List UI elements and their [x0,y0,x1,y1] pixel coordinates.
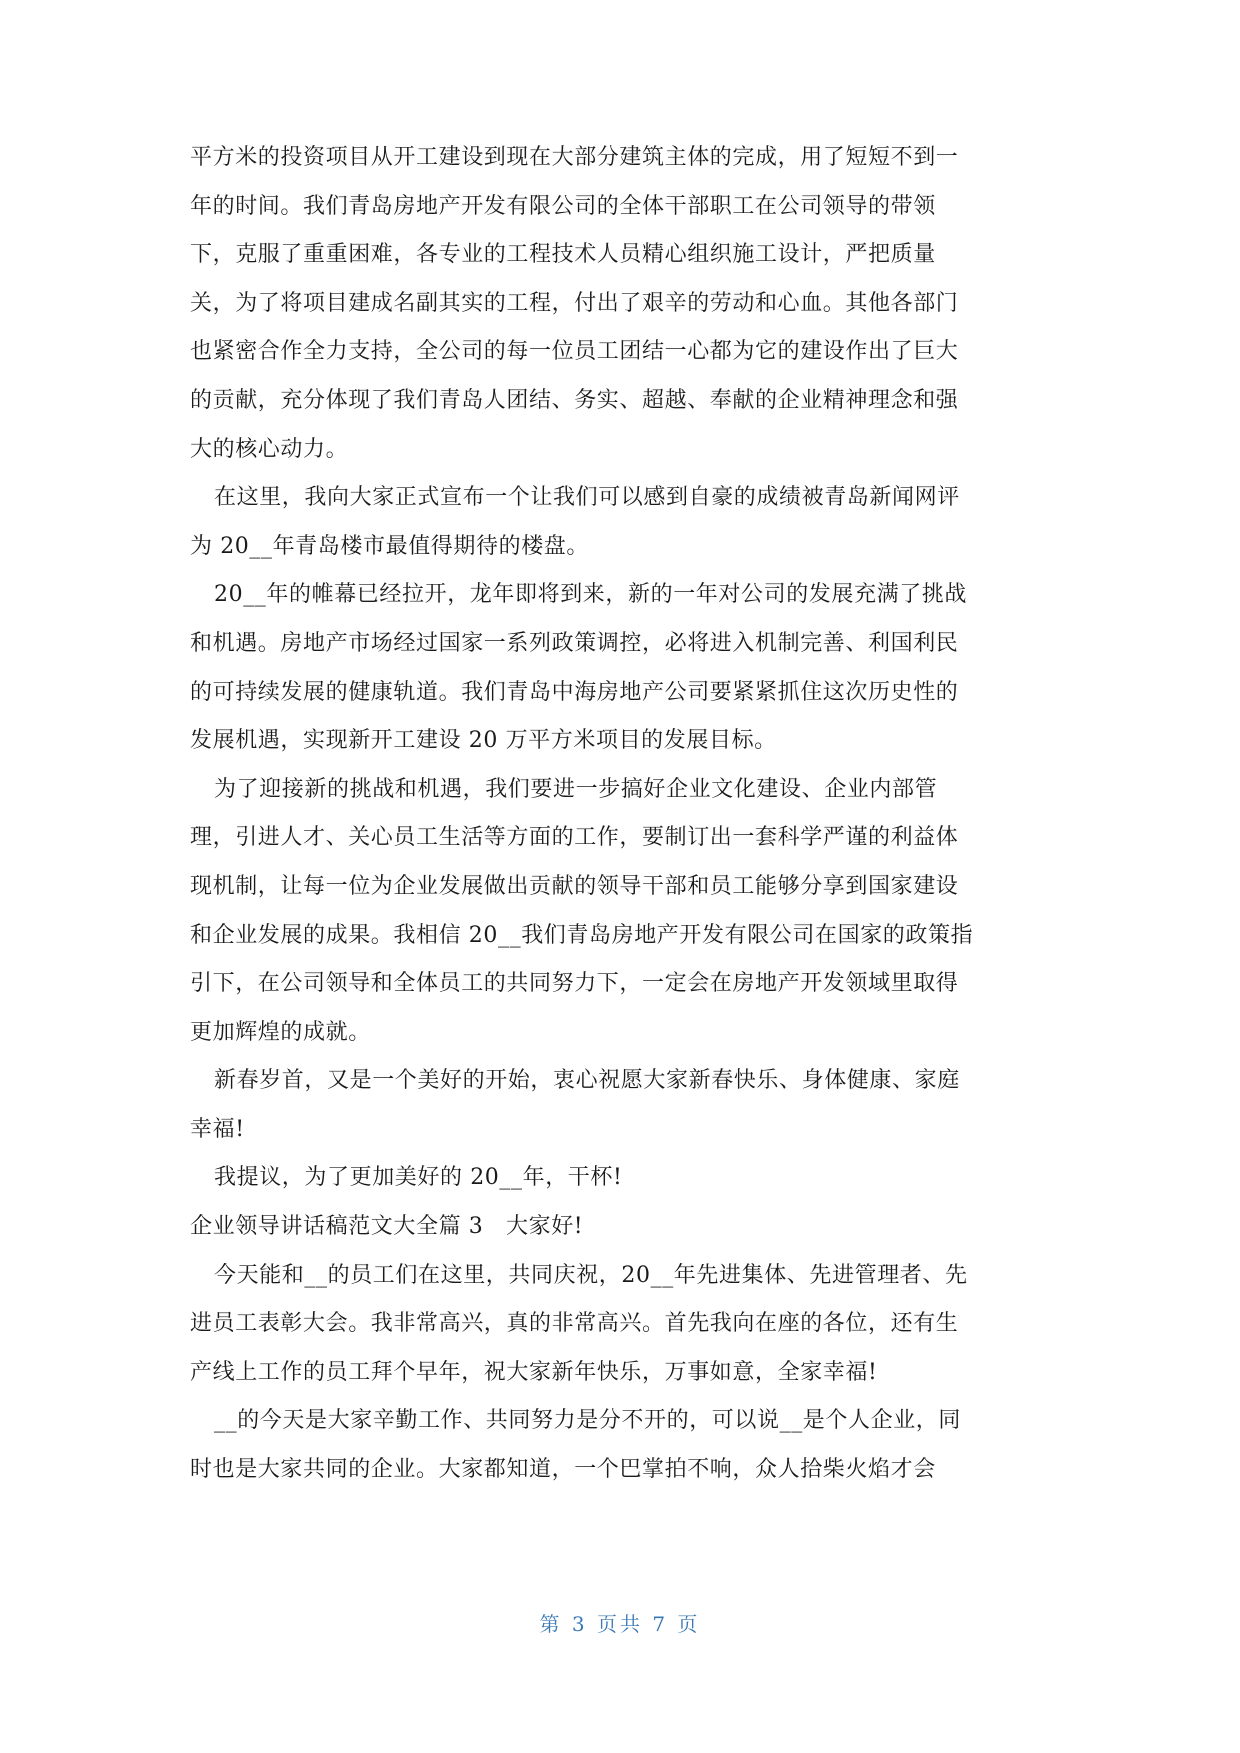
text-line: 更加辉煌的成就。 [190,1019,371,1045]
text-line: 产线上工作的员工拜个早年，祝大家新年快乐，万事如意，全家幸福! [190,1359,878,1385]
text-line: 为了迎接新的挑战和机遇，我们要进一步搞好企业文化建设、企业内部管 [214,776,938,802]
text-line: 时也是大家共同的企业。大家都知道，一个巴掌拍不响，众人拾柴火焰才会 [190,1457,936,1483]
text-line: 的可持续发展的健康轨道。我们青岛中海房地产公司要紧紧抓住这次历史性的 [190,679,959,705]
text-line: 的贡献，充分体现了我们青岛人团结、务实、超越、奉献的企业精神理念和强 [190,387,959,413]
text-line: 理，引进人才、关心员工生活等方面的工作，要制订出一套科学严谨的利益体 [190,825,959,851]
text-line: 年的时间。我们青岛房地产开发有限公司的全体干部职工在公司领导的带领 [190,193,936,219]
text-line: 今天能和__的员工们在这里，共同庆祝，20__年先进集体、先进管理者、先 [214,1262,968,1288]
text-line: 新春岁首，又是一个美好的开始，衷心祝愿大家新春快乐、身体健康、家庭 [214,1068,960,1094]
text-line: 平方米的投资项目从开工建设到现在大部分建筑主体的完成，用了短短不到一 [190,145,959,170]
text-line: 我提议，为了更加美好的 20__年，干杯! [214,1165,623,1191]
text-line: 企业领导讲话稿范文大全篇 3 大家好! [190,1214,584,1240]
text-line: 现机制，让每一位为企业发展做出贡献的领导干部和员工能够分享到国家建设 [190,873,959,899]
text-line: 关，为了将项目建成名副其实的工程，付出了艰辛的劳动和心血。其他各部门 [190,290,959,316]
text-line: 幸福! [190,1116,245,1142]
text-line: 大的核心动力。 [190,436,349,462]
text-line: 发展机遇，实现新开工建设 20 万平方米项目的发展目标。 [190,728,777,754]
text-line: 下，克服了重重困难，各专业的工程技术人员精心组织施工设计，严把质量 [190,242,936,268]
page-footer: 第 3 页共 7 页 [539,1612,701,1636]
text-line: 进员工表彰大会。我非常高兴，真的非常高兴。首先我向在座的各位，还有生 [190,1311,959,1337]
text-line: 和企业发展的成果。我相信 20__我们青岛房地产开发有限公司在国家的政策指 [190,922,974,948]
text-line: 20__年的帷幕已经拉开，龙年即将到来，新的一年对公司的发展充满了挑战 [214,582,967,608]
text-line: 也紧密合作全力支持，全公司的每一位员工团结一心都为它的建设作出了巨大 [190,339,959,365]
text-line: 引下，在公司领导和全体员工的共同努力下，一定会在房地产开发领域里取得 [190,971,959,997]
text-line: 为 20__年青岛楼市最值得期待的楼盘。 [190,533,589,559]
document-body [190,134,1050,1495]
text-line: __的今天是大家辛勤工作、共同努力是分不开的，可以说__是个人企业，同 [214,1408,962,1434]
text-line: 在这里，我向大家正式宣布一个让我们可以感到自豪的成绩被青岛新闻网评 [214,485,960,511]
text-line: 和机遇。房地产市场经过国家一系列政策调控，必将进入机制完善、利国利民 [190,630,959,656]
